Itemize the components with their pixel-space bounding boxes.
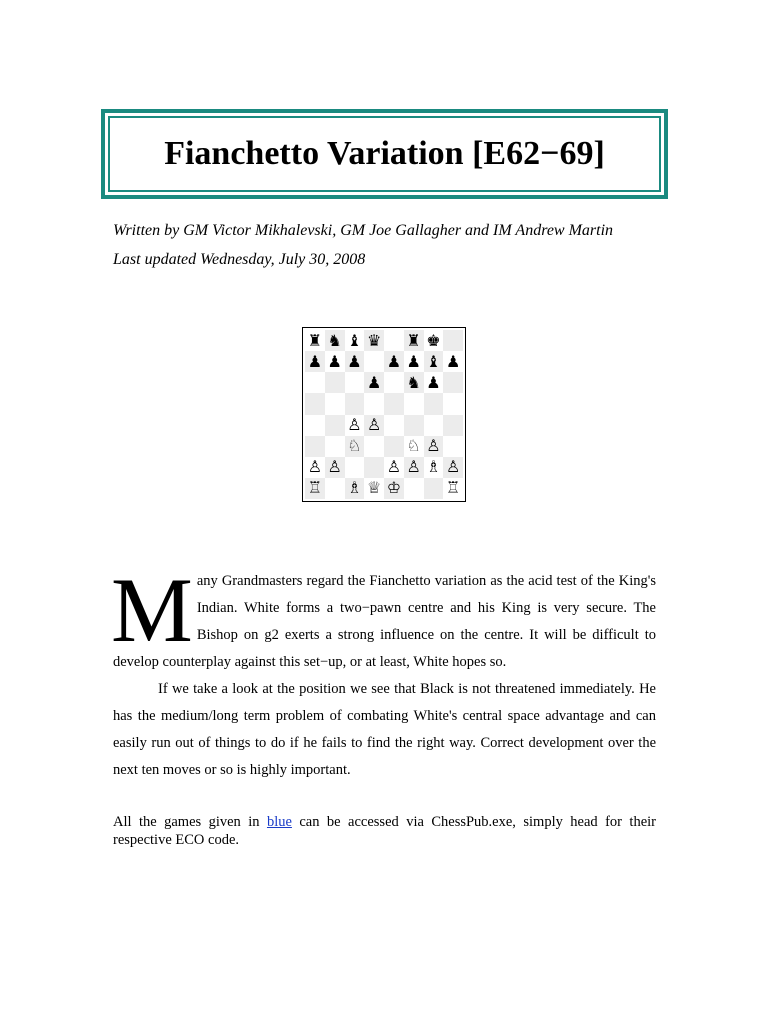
board-square: ♘ [404,436,424,457]
board-square [325,478,345,499]
intro-paragraph-text: any Grandmasters regard the Fianchetto variation as the acid test of the King's Indian. White forms a two−pawn centre and his King is very secure. The Bishop on g2 exerts a strong influence on the centre. It will be difficult to develop counterplay against this set−up, or at least, White hopes so. [113,573,656,670]
board-square [404,478,424,499]
intro-paragraph [111,559,656,676]
chess-board [305,330,463,499]
board-square [325,436,345,457]
board-square [384,436,404,457]
page-title: Fianchetto Variation [E62−69] [164,135,605,172]
drop-cap: M [111,559,193,661]
games-note-text-after: can be accessed via ChessPub.exe, simply head for their respective ECO code. [113,814,656,848]
updated-line: Last updated Wednesday, July 30, 2008 [113,251,366,268]
board-square [384,330,404,351]
board-square: ♙ [424,436,444,457]
board-square [384,415,404,436]
board-square: ♖ [305,478,325,499]
board-square: ♖ [443,478,463,499]
games-note-text-before: All the games given in [113,814,267,830]
board-square: ♟ [443,351,463,372]
board-square [364,393,384,414]
board-square: ♜ [305,330,325,351]
board-square: ♟ [404,351,424,372]
board-square: ♞ [404,372,424,393]
board-square [305,415,325,436]
board-square: ♙ [345,415,365,436]
board-square: ♜ [404,330,424,351]
blue-link[interactable]: blue [266,814,292,830]
board-square: ♟ [364,372,384,393]
board-square [325,415,345,436]
author-line: Written by GM Victor Mikhalevski, GM Joe Gallagher and IM Andrew Martin [113,222,614,239]
board-square: ♗ [345,478,365,499]
board-square [345,457,365,478]
board-square: ♙ [384,457,404,478]
board-square [364,351,384,372]
board-square [443,330,463,351]
board-square: ♙ [443,457,463,478]
board-square: ♙ [404,457,424,478]
board-square [443,436,463,457]
board-square: ♟ [305,351,325,372]
board-square: ♚ [424,330,444,351]
games-note-paragraph [113,813,656,849]
board-square [443,393,463,414]
board-square: ♛ [364,330,384,351]
board-square: ♙ [364,415,384,436]
board-square: ♝ [345,330,365,351]
board-square: ♝ [424,351,444,372]
board-square [424,478,444,499]
board-square [404,393,424,414]
board-square [364,457,384,478]
board-square: ♙ [325,457,345,478]
board-square [443,372,463,393]
board-square [305,393,325,414]
board-square [424,415,444,436]
board-square: ♘ [345,436,365,457]
board-square [345,372,365,393]
board-square [384,372,404,393]
board-square: ♗ [424,457,444,478]
board-square: ♕ [364,478,384,499]
board-square: ♔ [384,478,404,499]
board-square: ♟ [424,372,444,393]
title-inner-frame [108,116,661,192]
board-square [443,415,463,436]
board-square [364,436,384,457]
board-square: ♟ [325,351,345,372]
title-frame [101,109,668,199]
board-square [325,372,345,393]
board-square [305,372,325,393]
board-square: ♟ [384,351,404,372]
board-square [325,393,345,414]
board-square [404,415,424,436]
board-square [424,393,444,414]
chess-diagram [302,327,466,502]
board-square [345,393,365,414]
board-square [384,393,404,414]
board-square: ♞ [325,330,345,351]
board-square: ♟ [345,351,365,372]
board-square: ♙ [305,457,325,478]
second-paragraph: If we take a look at the position we see that Black is not threatened immediately. He has the medium/long term problem of combating White's central space advantage and can easily run out of things to do if he fails to find the right way. Correct development over the next ten moves or so is highly important. [113,681,656,778]
board-square [305,436,325,457]
